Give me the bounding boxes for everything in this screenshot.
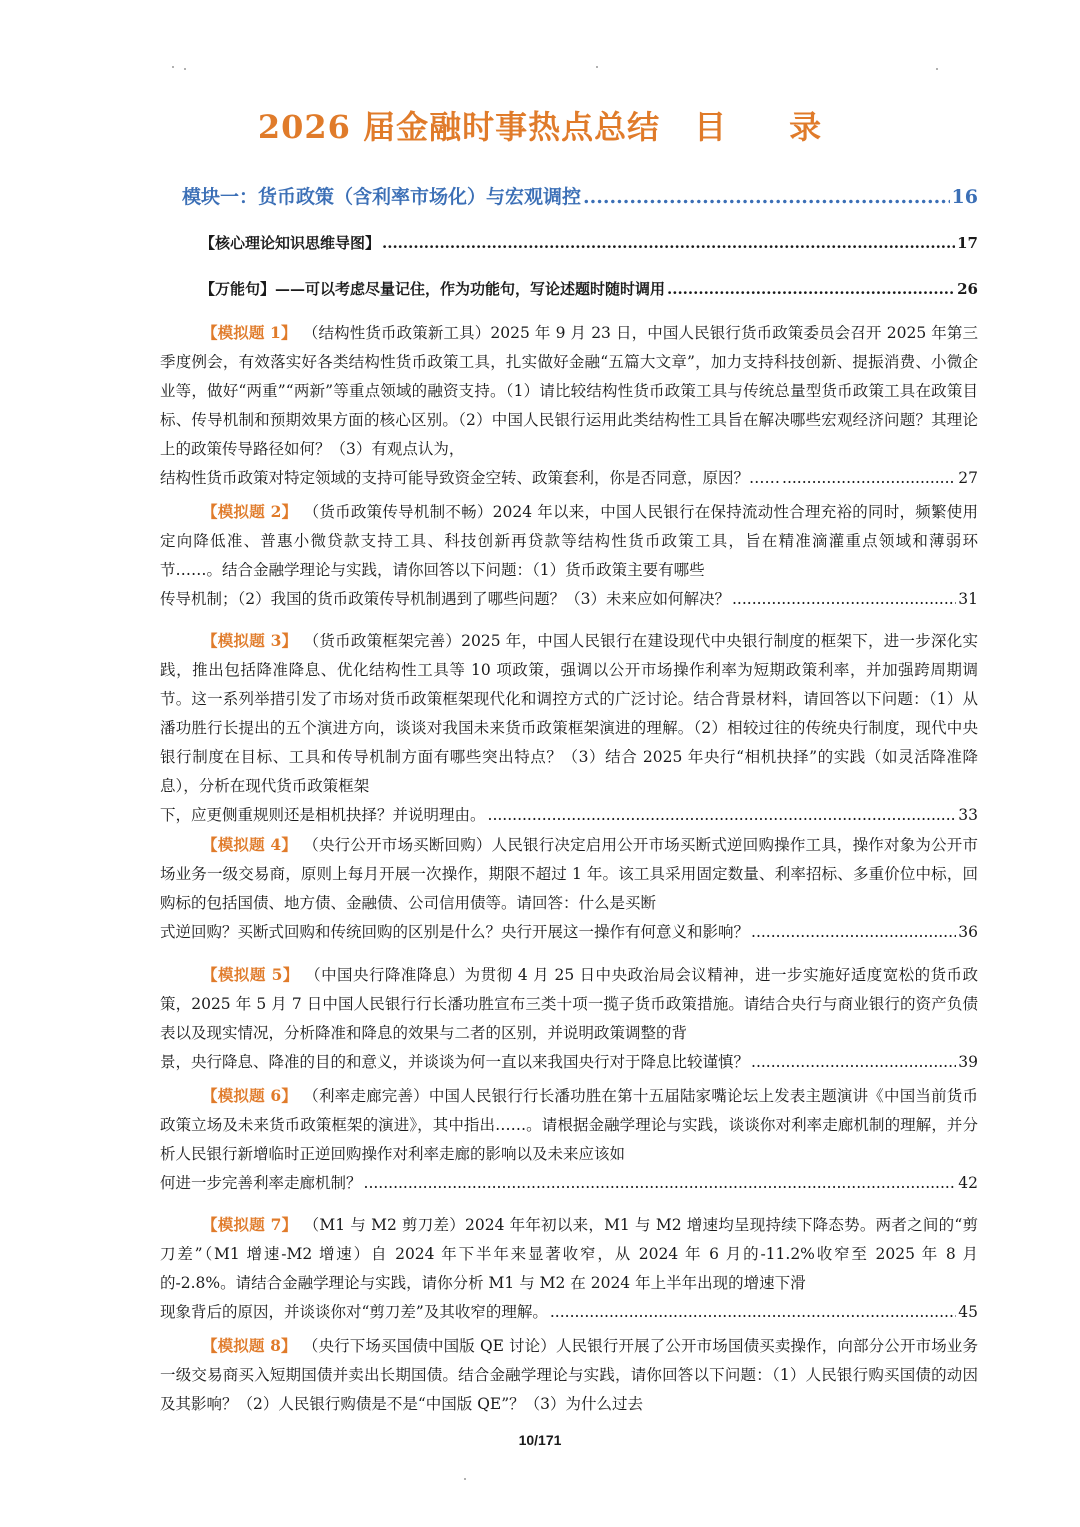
- question-label: 【模拟题 8】: [202, 1336, 297, 1355]
- toc-question-entry[interactable]: [160, 497, 978, 614]
- question-body: 2025 年，中国人民银行在建设现代中央银行制度的框架下，进一步深化实践，推出包括降准降息、优化结构性工具等 10 项政策，强调以公开市场操作利率为短期政策利率，并加强跨周期调节。这一系列举措引发了市场对货币政策框架现代化和调控方式的广泛讨论。结合背景材料，请回答以下问题：（1）从潘功胜行长提出的五个演进方向，谈谈对我国未来货币政策框架演进的理解。（2）相较过往的传统央行制度，现代中央银行制度在目标、工具和传导机制方面有哪些突出特点？（3）结合 2025 年央行“相机抉择”的实践（如灵活降准降息），分析在现代货币政策框架: [160, 632, 978, 795]
- scan-speck: [596, 66, 598, 68]
- toc-module-page: 16: [951, 186, 978, 208]
- question-last-line: 传导机制；（2）我国的货币政策传导机制遇到了哪些问题？（3）未来应如何解决？: [160, 590, 730, 608]
- question-body: 人民银行决定启用公开市场买断式逆回购操作工具，操作对象为公开市场业务一级交易商，原则上每月开展一次操作，期限不超过 1 年。该工具采用固定数量、利率招标、多重价位中标，回购标的包括国债、地方债、金融债、公司信用债等。请回答：什么是买断: [160, 836, 978, 912]
- question-page: 45: [958, 1303, 978, 1321]
- question-label: 【模拟题 7】: [202, 1215, 298, 1234]
- question-label: 【模拟题 3】: [202, 631, 298, 650]
- toc-question-entry[interactable]: [160, 1331, 978, 1419]
- toc-section-text: 【核心理论知识思维导图】: [200, 234, 381, 252]
- question-body: 中国人民银行行长潘功胜在第十五届陆家嘴论坛上发表主题演讲《中国当前货币政策立场及未来货币政策框架的演进》，其中指出……。请根据金融学理论与实践，谈谈你对利率走廊机制的理解，并分析人民银行新增临时正逆回购操作对利率走廊的影响以及未来应该如: [160, 1087, 978, 1163]
- toc-module-entry[interactable]: [182, 182, 978, 209]
- question-body: 2024 年以来，中国人民银行在保持流动性合理充裕的同时，频繁使用定向降低准、普惠小微贷款支持工具、科技创新再贷款等结构性货币政策工具，旨在精准滴灌重点领域和薄弱环节……。结合金融学理论与实践，请你回答以下问题：（1）货币政策主要有哪些: [160, 503, 978, 579]
- scan-speck: [184, 68, 186, 70]
- question-topic: （利率走廊完善）: [311, 1087, 429, 1105]
- question-page: 42: [958, 1174, 978, 1192]
- toc-question-entry[interactable]: [160, 960, 978, 1077]
- question-topic: （结构性货币政策新工具）: [310, 324, 491, 342]
- toc-leader-dots: [583, 186, 950, 208]
- toc-question-entry[interactable]: [160, 830, 978, 947]
- toc-section-page: 17: [957, 234, 978, 252]
- toc-question-entry[interactable]: [160, 318, 978, 493]
- question-last-line: 何进一步完善利率走廊机制？: [160, 1174, 362, 1192]
- toc-section-page: 26: [957, 280, 978, 298]
- question-page: 39: [958, 1053, 978, 1071]
- toc-section-entry[interactable]: [200, 278, 978, 299]
- question-body: 2024 年年初以来，M1 与 M2 增速均呈现持续下降态势。两者之间的“剪刀差”（M1 增速-M2 增速）自 2024 年下半年来显著收窄，从 2024 年 6 月的-11.2%收窄至 2025 年 8 月的-2.8%。请结合金融学理论与实践，请你分析 M1 与 M2 在 2024 年上半年出现的增速下滑: [160, 1216, 978, 1292]
- toc-leader-dots: [550, 1298, 956, 1327]
- question-topic: （货币政策框架完善）: [311, 632, 462, 650]
- question-last-line: 现象背后的原因，并谈谈你对“剪刀差”及其收窄的理解。: [160, 1303, 548, 1321]
- question-topic: （央行下场买国债中国版 QE 讨论）: [310, 1337, 556, 1355]
- toc-question-entry[interactable]: [160, 626, 978, 830]
- question-label: 【模拟题 2】: [202, 502, 298, 521]
- question-body: 人民银行开展了公开市场国债买卖操作，向部分公开市场业务一级交易商买入短期国债并卖出长期国债。结合金融学理论与实践，请你回答以下问题：（1）人民银行购买国债的动因及其影响？（2）人民银行购债是不是“中国版 QE”？（3）为什么过去: [160, 1337, 978, 1413]
- question-body: 2025 年 9 月 23 日，中国人民银行货币政策委员会召开 2025 年第三季度例会，有效落实好各类结构性货币政策工具，扎实做好金融“五篇大文章”，加力支持科技创新、提振消费、小微企业等，做好“两重”“两新”等重点领域的融资支持。（1）请比较结构性货币政策工具与传统总量型货币政策工具在政策目标、传导机制和预期效果方面的核心区别。（2）中国人民银行运用此类结构性工具旨在解决哪些宏观经济问题？其理论上的政策传导路径如何？（3）有观点认为，: [160, 324, 978, 458]
- scan-speck: [936, 68, 938, 70]
- toc-leader-dots: [488, 801, 957, 830]
- toc-leader-dots: [667, 280, 955, 298]
- toc-leader-dots: [382, 234, 955, 252]
- toc-module-text: 模块一：货币政策（含利率市场化）与宏观调控: [182, 186, 582, 208]
- question-label: 【模拟题 4】: [202, 835, 298, 854]
- toc-leader-dots: [364, 1169, 957, 1198]
- page-title: [0, 102, 1080, 148]
- toc-section-text: 【万能句】——可以考虑尽量记住，作为功能句，写论述题时随时调用: [200, 280, 666, 298]
- toc-section-entry[interactable]: [200, 232, 978, 253]
- question-page: 31: [958, 590, 978, 608]
- title-lu: 录: [789, 108, 823, 146]
- title-mu: 目: [694, 108, 728, 146]
- toc-leader-dots: [751, 1048, 956, 1077]
- question-last-line: 结构性货币政策对特定领域的支持可能导致资金空转、政策套利，你是否同意，原因？……: [160, 469, 781, 487]
- question-body: 为贯彻 4 月 25 日中央政治局会议精神，进一步实施好适度宽松的货币政策，2025 年 5 月 7 日中国人民银行行长潘功胜宣布三类十项一揽子货币政策措施。请结合央行与商业银行的资产负债表以及现实情况，分析降准和降息的效果与二者的区别，并说明政策调整的背: [160, 966, 978, 1042]
- question-topic: （M1 与 M2 剪刀差）: [311, 1216, 466, 1234]
- question-page: 27: [958, 469, 978, 487]
- scan-speck: [464, 1478, 466, 1480]
- toc-question-entry[interactable]: [160, 1081, 978, 1198]
- toc-leader-dots: [751, 918, 956, 947]
- question-last-line: 下，应更侧重规则还是相机抉择？并说明理由。: [160, 806, 486, 824]
- question-page: 33: [958, 806, 978, 824]
- question-label: 【模拟题 6】: [202, 1086, 298, 1105]
- question-label: 【模拟题 1】: [202, 323, 297, 342]
- title-main: 2026 届金融时事热点总结: [257, 108, 661, 146]
- question-topic: （央行公开市场买断回购）: [311, 836, 492, 854]
- toc-question-entry[interactable]: [160, 1210, 978, 1327]
- scan-speck: [172, 66, 174, 68]
- toc-leader-dots: [732, 585, 956, 614]
- question-topic: （货币政策传导机制不畅）: [311, 503, 493, 521]
- question-label: 【模拟题 5】: [202, 965, 299, 984]
- page-indicator: 10/171: [518, 1432, 562, 1448]
- toc-leader-dots: [782, 464, 956, 493]
- question-topic: （中国央行降准降息）: [312, 966, 465, 984]
- question-page: 36: [958, 923, 978, 941]
- question-last-line: 式逆回购？买断式回购和传统回购的区别是什么？央行开展这一操作有何意义和影响？: [160, 923, 750, 941]
- question-last-line: 景，央行降息、降准的目的和意义，并谈谈为何一直以来我国央行对于降息比较谨慎？: [160, 1053, 750, 1071]
